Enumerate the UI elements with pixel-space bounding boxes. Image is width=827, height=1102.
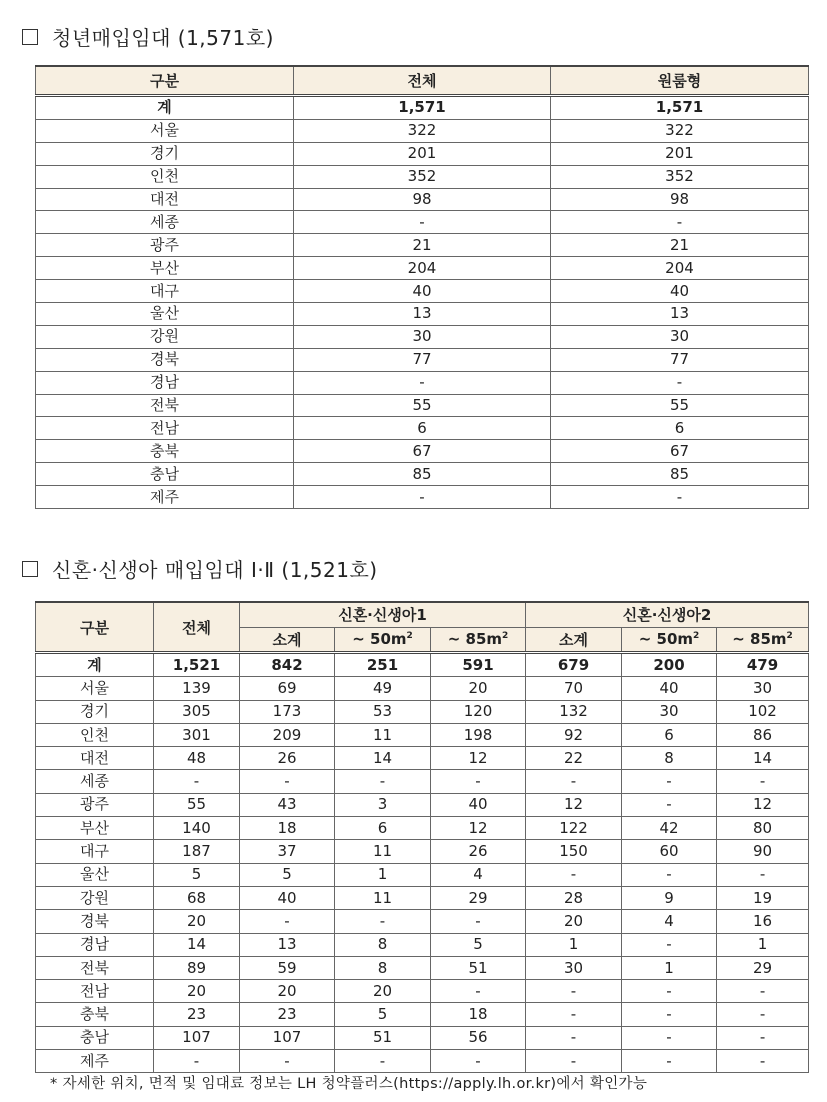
value-cell: 40 xyxy=(240,886,335,909)
value-cell: 40 xyxy=(622,677,717,700)
value-cell: 59 xyxy=(240,956,335,979)
table-row xyxy=(36,348,809,371)
value-cell: - xyxy=(154,770,240,793)
value-cell: 80 xyxy=(717,817,809,840)
value-cell: 352 xyxy=(294,165,551,188)
value-cell: - xyxy=(431,910,526,933)
header-studio: 원룸형 xyxy=(551,66,809,96)
value-cell: - xyxy=(431,770,526,793)
value-cell: - xyxy=(526,1003,622,1026)
value-cell: 150 xyxy=(526,840,622,863)
value-cell: 201 xyxy=(551,142,809,165)
value-cell: 322 xyxy=(551,119,809,142)
value-cell: 1,571 xyxy=(294,96,551,120)
region-cell: 경기 xyxy=(36,142,294,165)
value-cell: 98 xyxy=(294,188,551,211)
value-cell: 200 xyxy=(622,653,717,677)
value-cell: 201 xyxy=(294,142,551,165)
region-cell: 경북 xyxy=(36,910,154,933)
value-cell: - xyxy=(717,1026,809,1049)
region-cell: 전북 xyxy=(36,394,294,417)
value-cell: - xyxy=(622,980,717,1003)
value-cell: 305 xyxy=(154,700,240,723)
value-cell: 5 xyxy=(431,933,526,956)
value-cell: - xyxy=(622,770,717,793)
table2-header-row-1 xyxy=(36,602,809,627)
value-cell: 8 xyxy=(335,933,431,956)
value-cell: 20 xyxy=(154,910,240,933)
value-cell: 67 xyxy=(551,440,809,463)
value-cell: 86 xyxy=(717,723,809,746)
value-cell: 22 xyxy=(526,747,622,770)
value-cell: 29 xyxy=(717,956,809,979)
value-cell: 1 xyxy=(622,956,717,979)
value-cell: - xyxy=(622,1026,717,1049)
value-cell: 1 xyxy=(526,933,622,956)
value-cell: 6 xyxy=(551,417,809,440)
table-row xyxy=(36,119,809,142)
region-cell: 계 xyxy=(36,653,154,677)
footnote: * 자세한 위치, 면적 및 임대료 정보는 LH 청약플러스(https://apply.lh.or.kr)에서 확인가능 xyxy=(50,1076,648,1092)
value-cell: - xyxy=(551,486,809,509)
region-cell: 경북 xyxy=(36,348,294,371)
table1-body xyxy=(36,96,809,509)
table-row xyxy=(36,910,809,933)
value-cell: 8 xyxy=(622,747,717,770)
value-cell: 40 xyxy=(551,280,809,303)
value-cell: - xyxy=(335,1050,431,1073)
value-cell: 23 xyxy=(154,1003,240,1026)
table-row xyxy=(36,1003,809,1026)
value-cell: 12 xyxy=(431,747,526,770)
value-cell: 102 xyxy=(717,700,809,723)
value-cell: 90 xyxy=(717,840,809,863)
region-cell: 계 xyxy=(36,96,294,120)
table-row xyxy=(36,463,809,486)
region-cell: 울산 xyxy=(36,303,294,326)
section2-title-text: 신혼·신생아 매입임대 Ⅰ·Ⅱ (1,521호) xyxy=(52,558,378,582)
value-cell: - xyxy=(335,910,431,933)
value-cell: - xyxy=(717,1003,809,1026)
value-cell: 53 xyxy=(335,700,431,723)
value-cell: 18 xyxy=(431,1003,526,1026)
region-cell: 세종 xyxy=(36,211,294,234)
value-cell: 16 xyxy=(717,910,809,933)
table-row xyxy=(36,840,809,863)
table-row xyxy=(36,394,809,417)
checkbox-square-icon xyxy=(22,561,38,577)
value-cell: 30 xyxy=(622,700,717,723)
value-cell: 12 xyxy=(431,817,526,840)
value-cell: 120 xyxy=(431,700,526,723)
region-cell: 제주 xyxy=(36,1050,154,1073)
header-g1-under50: ~ $50m^2$ xyxy=(335,627,431,653)
value-cell: 204 xyxy=(551,257,809,280)
table-row xyxy=(36,165,809,188)
value-cell: 20 xyxy=(154,980,240,1003)
value-cell: 301 xyxy=(154,723,240,746)
value-cell: 14 xyxy=(154,933,240,956)
value-cell: 842 xyxy=(240,653,335,677)
table-row xyxy=(36,770,809,793)
table-row xyxy=(36,1026,809,1049)
value-cell: 6 xyxy=(335,817,431,840)
value-cell: - xyxy=(526,1050,622,1073)
table-row xyxy=(36,188,809,211)
value-cell: 67 xyxy=(294,440,551,463)
value-cell: - xyxy=(717,770,809,793)
section1-title-text: 청년매입임대 (1,571호) xyxy=(52,26,274,50)
value-cell: - xyxy=(294,211,551,234)
value-cell: 23 xyxy=(240,1003,335,1026)
value-cell: 30 xyxy=(294,325,551,348)
value-cell: 6 xyxy=(294,417,551,440)
region-cell: 전북 xyxy=(36,956,154,979)
value-cell: 20 xyxy=(526,910,622,933)
value-cell: 51 xyxy=(335,1026,431,1049)
value-cell: 56 xyxy=(431,1026,526,1049)
value-cell: 20 xyxy=(431,677,526,700)
value-cell: 89 xyxy=(154,956,240,979)
value-cell: - xyxy=(294,486,551,509)
value-cell: - xyxy=(240,910,335,933)
value-cell: 20 xyxy=(335,980,431,1003)
value-cell: 107 xyxy=(240,1026,335,1049)
value-cell: - xyxy=(551,371,809,394)
header-group1: 신혼·신생아1 xyxy=(240,602,526,627)
region-cell: 경남 xyxy=(36,933,154,956)
value-cell: 14 xyxy=(335,747,431,770)
value-cell: - xyxy=(622,1050,717,1073)
region-cell: 인천 xyxy=(36,165,294,188)
region-cell: 세종 xyxy=(36,770,154,793)
region-cell: 충북 xyxy=(36,440,294,463)
region-cell: 강원 xyxy=(36,886,154,909)
table-row xyxy=(36,211,809,234)
value-cell: - xyxy=(717,1050,809,1073)
value-cell: 60 xyxy=(622,840,717,863)
value-cell: 98 xyxy=(551,188,809,211)
checkbox-square-icon xyxy=(22,29,38,45)
value-cell: 49 xyxy=(335,677,431,700)
value-cell: 209 xyxy=(240,723,335,746)
table-row xyxy=(36,747,809,770)
value-cell: 19 xyxy=(717,886,809,909)
value-cell: 173 xyxy=(240,700,335,723)
table-row xyxy=(36,956,809,979)
value-cell: 13 xyxy=(240,933,335,956)
table-row xyxy=(36,486,809,509)
value-cell: 4 xyxy=(622,910,717,933)
value-cell: - xyxy=(431,1050,526,1073)
region-cell: 대구 xyxy=(36,840,154,863)
table-row xyxy=(36,371,809,394)
header-division: 구분 xyxy=(36,66,294,96)
value-cell: 322 xyxy=(294,119,551,142)
value-cell: 30 xyxy=(551,325,809,348)
value-cell: 5 xyxy=(335,1003,431,1026)
t2-total-row xyxy=(36,653,809,677)
value-cell: 8 xyxy=(335,956,431,979)
value-cell: 55 xyxy=(294,394,551,417)
table-row xyxy=(36,863,809,886)
value-cell: 21 xyxy=(294,234,551,257)
value-cell: 40 xyxy=(294,280,551,303)
value-cell: 107 xyxy=(154,1026,240,1049)
value-cell: 4 xyxy=(431,863,526,886)
value-cell: 68 xyxy=(154,886,240,909)
value-cell: 26 xyxy=(431,840,526,863)
value-cell: 20 xyxy=(240,980,335,1003)
value-cell: 204 xyxy=(294,257,551,280)
value-cell: 5 xyxy=(240,863,335,886)
value-cell: - xyxy=(294,371,551,394)
value-cell: 5 xyxy=(154,863,240,886)
table-row xyxy=(36,280,809,303)
value-cell: 11 xyxy=(335,723,431,746)
header-g1-subtotal: 소계 xyxy=(240,627,335,653)
value-cell: 352 xyxy=(551,165,809,188)
value-cell: - xyxy=(526,1026,622,1049)
value-cell: - xyxy=(431,980,526,1003)
region-cell: 경남 xyxy=(36,371,294,394)
value-cell: - xyxy=(526,980,622,1003)
region-cell: 인천 xyxy=(36,723,154,746)
value-cell: - xyxy=(240,770,335,793)
value-cell: - xyxy=(622,863,717,886)
region-cell: 전남 xyxy=(36,417,294,440)
region-cell: 충북 xyxy=(36,1003,154,1026)
t1-total-row xyxy=(36,96,809,120)
table1-header-row xyxy=(36,66,809,96)
table-row xyxy=(36,886,809,909)
value-cell: - xyxy=(526,770,622,793)
value-cell: 43 xyxy=(240,793,335,816)
value-cell: 1 xyxy=(335,863,431,886)
header-total: 전체 xyxy=(154,602,240,653)
value-cell: 85 xyxy=(551,463,809,486)
region-cell: 강원 xyxy=(36,325,294,348)
value-cell: - xyxy=(622,1003,717,1026)
value-cell: 92 xyxy=(526,723,622,746)
value-cell: - xyxy=(551,211,809,234)
table-row xyxy=(36,417,809,440)
newlywed-rental-table xyxy=(35,601,809,1073)
region-cell: 제주 xyxy=(36,486,294,509)
value-cell: 51 xyxy=(431,956,526,979)
value-cell: 55 xyxy=(154,793,240,816)
value-cell: 140 xyxy=(154,817,240,840)
value-cell: 30 xyxy=(526,956,622,979)
value-cell: 48 xyxy=(154,747,240,770)
table2-body xyxy=(36,653,809,1073)
region-cell: 대구 xyxy=(36,280,294,303)
region-cell: 서울 xyxy=(36,119,294,142)
region-cell: 부산 xyxy=(36,817,154,840)
value-cell: 479 xyxy=(717,653,809,677)
value-cell: 591 xyxy=(431,653,526,677)
region-cell: 대전 xyxy=(36,188,294,211)
region-cell: 부산 xyxy=(36,257,294,280)
value-cell: 12 xyxy=(717,793,809,816)
value-cell: - xyxy=(717,980,809,1003)
section2-title xyxy=(22,554,378,583)
table-row xyxy=(36,325,809,348)
value-cell: 198 xyxy=(431,723,526,746)
value-cell: - xyxy=(154,1050,240,1073)
table-row xyxy=(36,1050,809,1073)
region-cell: 대전 xyxy=(36,747,154,770)
table-row xyxy=(36,440,809,463)
value-cell: 12 xyxy=(526,793,622,816)
region-cell: 경기 xyxy=(36,700,154,723)
value-cell: 13 xyxy=(294,303,551,326)
value-cell: 55 xyxy=(551,394,809,417)
header-g2-subtotal: 소계 xyxy=(526,627,622,653)
value-cell: 70 xyxy=(526,677,622,700)
value-cell: 679 xyxy=(526,653,622,677)
value-cell: 1,571 xyxy=(551,96,809,120)
table-row xyxy=(36,700,809,723)
value-cell: 139 xyxy=(154,677,240,700)
region-cell: 충남 xyxy=(36,1026,154,1049)
region-cell: 서울 xyxy=(36,677,154,700)
table-row xyxy=(36,793,809,816)
value-cell: 77 xyxy=(551,348,809,371)
value-cell: 14 xyxy=(717,747,809,770)
value-cell: 42 xyxy=(622,817,717,840)
value-cell: 26 xyxy=(240,747,335,770)
region-cell: 광주 xyxy=(36,234,294,257)
header-total: 전체 xyxy=(294,66,551,96)
table-row xyxy=(36,257,809,280)
value-cell: 187 xyxy=(154,840,240,863)
header-group2: 신혼·신생아2 xyxy=(526,602,809,627)
value-cell: 69 xyxy=(240,677,335,700)
header-g2-under50: ~ $50m^2$ xyxy=(622,627,717,653)
table-row xyxy=(36,142,809,165)
value-cell: - xyxy=(335,770,431,793)
value-cell: 1,521 xyxy=(154,653,240,677)
table-row xyxy=(36,980,809,1003)
value-cell: 1 xyxy=(717,933,809,956)
value-cell: - xyxy=(240,1050,335,1073)
value-cell: 3 xyxy=(335,793,431,816)
value-cell: - xyxy=(526,863,622,886)
value-cell: 30 xyxy=(717,677,809,700)
table-row xyxy=(36,933,809,956)
section1-title xyxy=(22,22,274,51)
value-cell: - xyxy=(622,933,717,956)
region-cell: 전남 xyxy=(36,980,154,1003)
table-row xyxy=(36,303,809,326)
value-cell: 21 xyxy=(551,234,809,257)
youth-rental-table xyxy=(35,65,809,509)
value-cell: 18 xyxy=(240,817,335,840)
table-row xyxy=(36,817,809,840)
value-cell: 37 xyxy=(240,840,335,863)
value-cell: 11 xyxy=(335,886,431,909)
value-cell: 29 xyxy=(431,886,526,909)
value-cell: 6 xyxy=(622,723,717,746)
value-cell: 11 xyxy=(335,840,431,863)
region-cell: 울산 xyxy=(36,863,154,886)
value-cell: 13 xyxy=(551,303,809,326)
table-row xyxy=(36,677,809,700)
value-cell: 77 xyxy=(294,348,551,371)
header-division: 구분 xyxy=(36,602,154,653)
value-cell: 251 xyxy=(335,653,431,677)
header-g2-under85: ~ $85m^2$ xyxy=(717,627,809,653)
value-cell: 122 xyxy=(526,817,622,840)
value-cell: 40 xyxy=(431,793,526,816)
value-cell: - xyxy=(622,793,717,816)
region-cell: 충남 xyxy=(36,463,294,486)
table-row xyxy=(36,234,809,257)
region-cell: 광주 xyxy=(36,793,154,816)
header-g1-under85: ~ $85m^2$ xyxy=(431,627,526,653)
value-cell: 28 xyxy=(526,886,622,909)
table-row xyxy=(36,723,809,746)
value-cell: 85 xyxy=(294,463,551,486)
value-cell: - xyxy=(717,863,809,886)
value-cell: 132 xyxy=(526,700,622,723)
value-cell: 9 xyxy=(622,886,717,909)
